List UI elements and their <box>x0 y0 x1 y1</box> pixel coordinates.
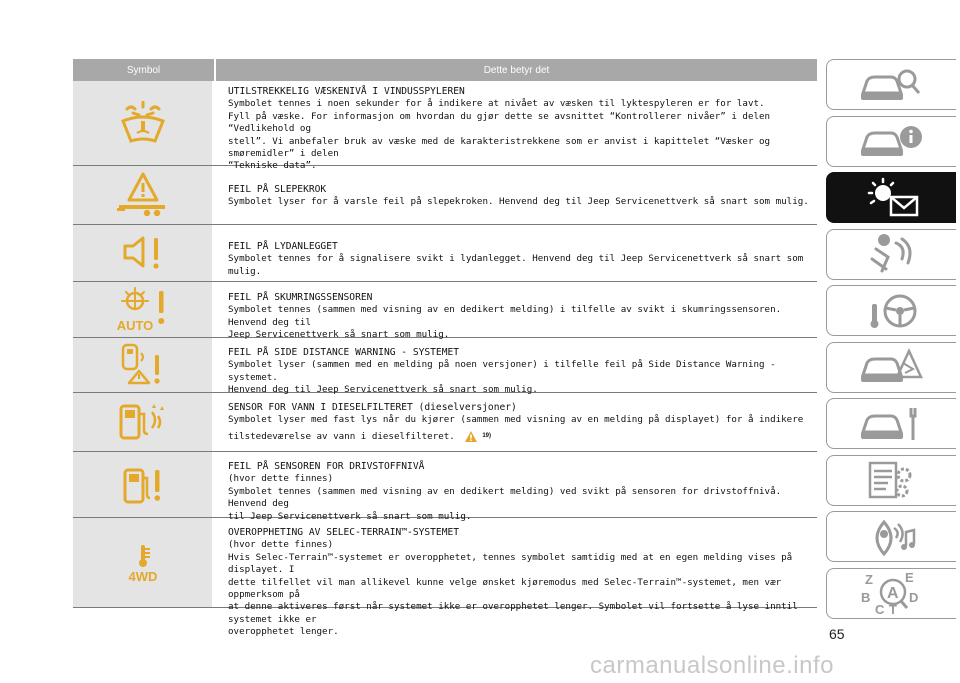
fuel-level-sensor-fault-icon <box>121 464 165 506</box>
index-letter-d: D <box>908 590 918 605</box>
table-row <box>73 81 817 172</box>
4wd-overheat-icon <box>121 543 165 583</box>
meaning-cell <box>214 81 817 172</box>
steering-wheel-icon <box>862 290 922 332</box>
table-row <box>73 393 817 452</box>
row-title: FEIL PÅ SLEPEKROK <box>228 184 327 195</box>
tab-emergency[interactable] <box>826 342 956 393</box>
row-line: (hvor dette finnes) <box>228 473 334 485</box>
tab-safety[interactable] <box>826 229 956 280</box>
table-row <box>73 166 817 225</box>
chapter-tabs <box>826 59 956 624</box>
table-row <box>73 225 817 282</box>
car-crash-icon <box>857 347 927 387</box>
symbol-cell <box>73 282 214 337</box>
multimedia-icon <box>862 516 922 558</box>
side-distance-warning-fault-icon <box>119 343 167 387</box>
index-letter-c: C <box>874 602 884 616</box>
row-title: FEIL PÅ SENSOREN FOR DRIVSTOFFNIVÅ <box>228 461 425 472</box>
row-title: FEIL PÅ SKUMRINGSSENSOREN <box>228 292 373 303</box>
symbol-cell <box>73 452 214 517</box>
row-line: Symbolet lyser for å varsle feil på slepekroken. Henvend deg til Jeep Servicenettverk så snart som mulig. <box>228 196 809 208</box>
symbol-cell <box>73 81 214 165</box>
car-info-icon <box>857 121 927 161</box>
row-line: Henvend deg til Jeep Servicenettverk så snart som mulig. <box>228 384 538 396</box>
table-row <box>73 282 817 341</box>
symbol-cell <box>73 166 214 224</box>
4wd-label: 4WD <box>128 568 157 583</box>
row-line: Symbolet tennes (sammen med visning av en dedikert melding) i tilfelle av svikt i skumringssensoren. Henvend deg til <box>228 304 782 328</box>
row-line: (hvor dette finnes) <box>228 539 334 551</box>
row-line: Hvis Selec-Terrain™-systemet er overopphetet, tennes symbolet samtidig med at en egen melding vises på displayet. I <box>228 551 793 576</box>
table-row <box>73 452 817 522</box>
reference-number: 19) <box>482 433 492 440</box>
row-line: Fyll på væske. For informasjon om hvordan du gjør dette se avsnittet “Kontrollerer nivåer” i delen “Vedlikehold og <box>228 110 771 135</box>
row-title: SENSOR FOR VANN I DIESELFILTERET (dieselversjoner) <box>228 402 517 413</box>
index-letter-z: Z <box>864 572 873 587</box>
row-line: Jeep Servicenettverk så snart som mulig. <box>228 329 450 341</box>
row-line-text: tilstedeværelse av vann i dieselfilteret. <box>228 430 455 442</box>
auto-label: AUTO <box>116 317 153 333</box>
symbol-cell <box>73 338 214 392</box>
symbol-cell <box>73 518 214 607</box>
watermark: carmanualsonline.info <box>590 652 834 679</box>
warning-light-message-icon <box>857 177 927 219</box>
meaning-cell <box>214 518 817 638</box>
meaning-cell <box>214 166 817 224</box>
auto-light-sensor-fault-icon <box>115 287 171 333</box>
meaning-cell <box>214 452 817 522</box>
row-line: at denne aktiveres først når systemet ikke er overopphetet lenger. Symbolet vil fortsette å lyse inntil systemet ikke er <box>228 601 798 625</box>
tab-warning-lights[interactable] <box>826 172 956 223</box>
row-title: FEIL PÅ LYDANLEGGET <box>228 241 338 252</box>
header-meaning: Dette betyr det <box>214 59 817 81</box>
audio-fault-icon <box>121 234 165 272</box>
caution-hand-icon <box>464 430 478 443</box>
tab-car-search[interactable] <box>826 59 956 110</box>
alphabetical-index-icon <box>857 570 927 616</box>
symbol-cell <box>73 225 214 281</box>
symbol-cell <box>73 393 214 451</box>
airbag-seat-icon <box>862 233 922 275</box>
table-row <box>73 338 817 396</box>
car-wrench-icon <box>857 404 927 444</box>
index-letter-e: E <box>904 570 914 585</box>
row-line: dette tilfellet vil man allikevel kunne velge ønsket kjøremodus med Selec-Terrain™-systemet, men vær oppmerksom på <box>228 576 782 601</box>
row-line: Symbolet tennes (sammen med visning av en dedikert melding) ved svikt på sensoren for drivstoffnivå. Henvend deg <box>228 485 782 510</box>
index-letter-t: T <box>888 602 897 616</box>
header-symbol: Symbol <box>126 64 161 76</box>
row-title: FEIL PÅ SIDE DISTANCE WARNING - SYSTEMET <box>228 347 460 358</box>
row-line: Symbolet lyser med fast lys når du kjører (sammen med visning av en melding på displayet) for å indikere <box>228 414 804 426</box>
water-in-diesel-icon <box>118 400 168 444</box>
row-line: “Tekniske data”. <box>228 160 317 172</box>
meaning-cell <box>214 393 817 451</box>
tab-multimedia[interactable] <box>826 511 956 562</box>
row-line: Symbolet tennes i noen sekunder for å indikere at nivået av væsken til lyktespyleren er for lavt. <box>228 98 765 110</box>
spec-gears-icon <box>860 459 924 501</box>
tab-technical-data[interactable] <box>826 455 956 506</box>
table-header <box>73 59 817 81</box>
meaning-cell <box>214 338 817 396</box>
row-line: Symbolet lyser (sammen med en melding på noen versjoner) i tilfelle feil på Side Distance Warning - systemet. <box>228 359 776 383</box>
page-number: 65 <box>829 626 845 642</box>
car-search-icon <box>857 65 927 105</box>
tab-alphabetical-index[interactable] <box>826 568 956 619</box>
row-line <box>228 430 813 443</box>
row-line: overopphetet lenger. <box>228 626 339 638</box>
row-line: Symbolet tennes for å signalisere svikt i lydanlegget. Henvend deg til Jeep Servicenettverk så snart som mulig. <box>228 253 804 277</box>
tab-starting-driving[interactable] <box>826 285 956 336</box>
meaning-cell <box>214 225 817 281</box>
row-title: OVEROPPHETING AV SELEC-TERRAIN™-SYSTEMET <box>228 527 460 538</box>
row-title: UTILSTREKKELIG VÆSKENIVÅ I VINDUSSPYLEREN <box>228 86 465 97</box>
warning-symbol-table <box>73 59 817 638</box>
trailer-hitch-fault-icon <box>115 172 171 218</box>
tab-maintenance[interactable] <box>826 398 956 449</box>
row-line: til Jeep Servicenettverk så snart som mulig. <box>228 510 472 522</box>
washer-fluid-low-icon <box>117 101 169 145</box>
row-line: stell”. Vi anbefaler bruk av væske med de karakteristrekkene som er anvist i kapittelet “Væsker og smøremidler” i delen <box>228 135 771 160</box>
caution-reference[interactable] <box>464 430 491 443</box>
index-letter-a: A <box>886 585 899 602</box>
meaning-cell <box>214 282 817 341</box>
table-row <box>73 518 817 638</box>
tab-car-info[interactable] <box>826 116 956 167</box>
index-letter-b: B <box>860 590 870 605</box>
